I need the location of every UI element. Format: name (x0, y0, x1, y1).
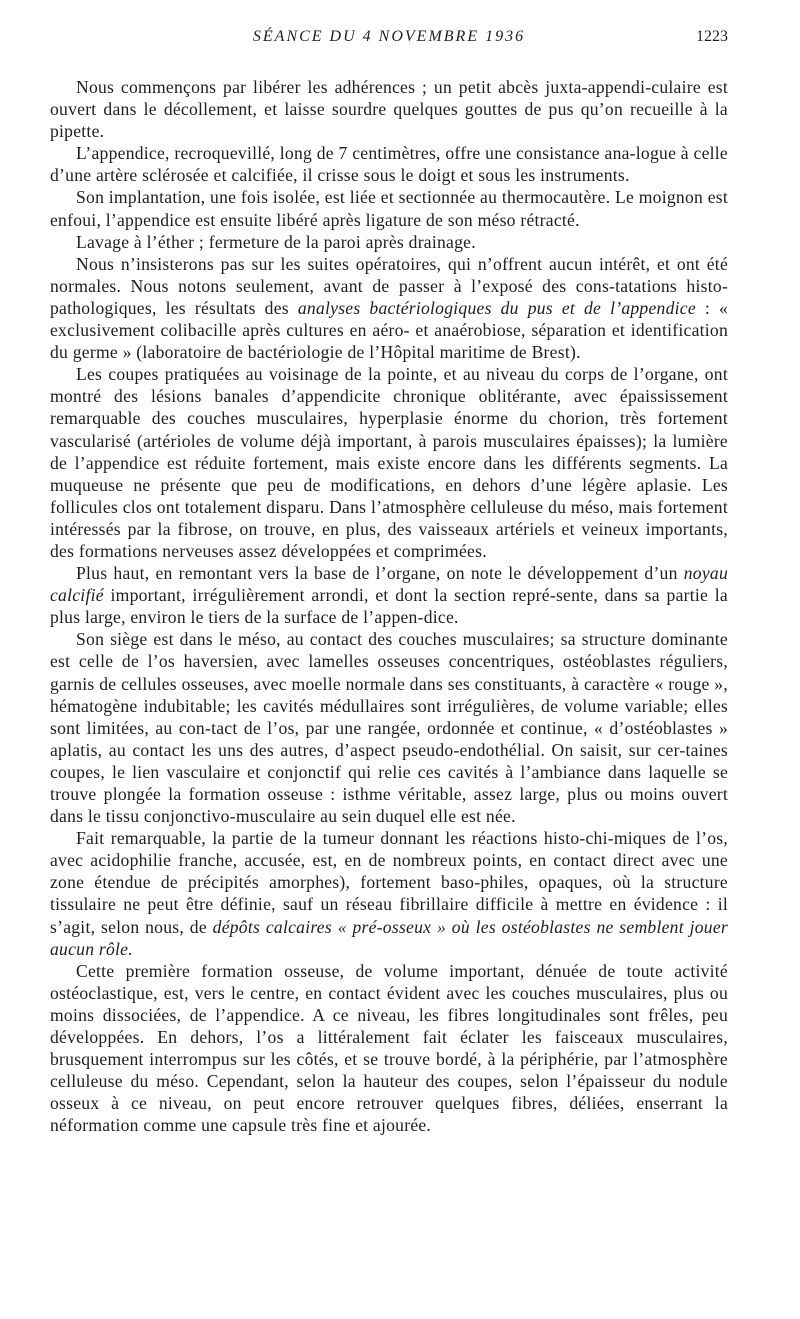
text-run: Plus haut, en remontant vers la base de l’organe, on note le développement d’un (76, 563, 684, 584)
text-run: L’appendice, recroquevillé, long de 7 centimètres, offre une consistance ana-logue à celle d’une artère sclérosée et calcifiée, il crisse sous le doigt et sous les instruments. (50, 143, 728, 186)
paragraph (50, 628, 728, 827)
text-run: Nous n’insisterons pas sur les suites opératoires, qui n’offrent aucun intérêt, et ont été normales. Nous notons seulement, avant de passer à l’exposé des cons-tatations histo-pathologiques, les résultats des (50, 253, 728, 318)
italic-text: noyau calcifié (50, 563, 728, 606)
paragraph (50, 363, 728, 562)
page-number: 1223 (696, 28, 728, 45)
paragraph (50, 562, 728, 628)
paragraph (50, 231, 728, 253)
text-run: : « exclusivement colibacille après cultures en aéro- et anaérobiose, séparation et identification du germe » (laboratoire de bactériologie de l’Hôpital maritime de Brest). (50, 297, 729, 363)
italic-text: dépôts calcaires « pré-osseux » où les ostéoblastes ne semblent jouer aucun rôle. (50, 916, 728, 959)
paragraph (50, 827, 728, 960)
running-header (50, 28, 728, 54)
text-run: important, irrégulièrement arrondi, et dont la section repré-sente, dans sa partie la plus large, environ le tiers de la surface de l’appen-dice. (50, 585, 728, 628)
text-run: Fait remarquable, la partie de la tumeur donnant les réactions histo-chi-miques de l’os, avec acidophilie franche, accusée, est, en de nombreux points, en contact direct avec une zone étendue de précipités amorphes), fortement baso-philes, opaques, où la structure tissulaire ne peut être définie, sauf un réseau fibrillaire difficile à mettre en évidence : il s’agit, selon nous, de (50, 828, 728, 937)
text-run: Cette première formation osseuse, de volume important, dénuée de toute activité ostéoclastique, est, vers le centre, en contact évident avec les couches musculaires, plus ou moins dissociées, de l’appendice. A ce niveau, les fibres longitudinales sont frêles, peu développées. En dehors, l’os a littéralement fait éclater les faisceaux musculaires, brusquement interrompus sur les côtés, et se trouve bordé, à la périphérie, par l’atmosphère celluleuse du méso. Cependant, selon la hauteur des coupes, selon l’épaisseur du nodule osseux à ce niveau, on peut encore retrouver quelques fibres, déliées, enserrant la néformation comme une capsule très fine et ajourée. (50, 960, 728, 1136)
running-title: SÉANCE DU 4 NOVEMBRE 1936 (252, 28, 526, 45)
paragraph (50, 253, 728, 363)
text-run: Nous commençons par libérer les adhérences ; un petit abcès juxta-appendi-culaire est ouvert dans le décollement, et laisse sourdre quelques gouttes de pus qu’on recueille à la pipette. (50, 77, 728, 142)
italic-text: analyses bactériologiques du pus et de l’appendice (297, 297, 696, 318)
text-run: Les coupes pratiquées au voisinage de la pointe, et au niveau du corps de l’organe, ont montré des lésions banales d’appendicite chronique oblitérante, avec épaississement remarquable des couches musculaires, hyperplasie énorme du chorion, très fortement vascularisé (artérioles de volume déjà important, à parois musculaires épaisses); la lumière de l’appendice est réduite fortement, mais existe encore dans les différents segments. La muqueuse ne présente que peu de modifications, en dehors d’une légère aplasie. Les follicules clos ont totalement disparu. Dans l’atmosphère celluleuse du méso, mais fortement intéressés par la fibrose, on trouve, en plus, des vaisseaux artériels et veineux importants, des formations nerveuses assez développées et comprimées. (50, 364, 728, 561)
paragraph (50, 186, 728, 230)
text-run: Son implantation, une fois isolée, est liée et sectionnée au thermocautère. Le moignon est enfoui, l’appendice est ensuite libéré après ligature de son méso rétracté. (50, 187, 728, 230)
article-body (50, 76, 728, 1137)
text-run: Lavage à l’éther ; fermeture de la paroi après drainage. (76, 231, 476, 252)
paragraph (50, 76, 728, 142)
text-run: Son siège est dans le méso, au contact des couches musculaires; sa structure dominante est celle de l’os haversien, avec lamelles osseuses concentriques, ostéoblastes réguliers, garnis de cellules osseuses, avec moelle normale dans ses constituants, à caractère « rouge », hématogène indubitable; les cavités médullaires sont irrégulières, de volume variable; elles sont limitées, au con-tact de l’os, par une rangée, ordonnée et continue, « d’ostéoblastes » aplatis, au contact les uns des autres, d’aspect pseudo-endothélial. On saisit, sur cer-taines coupes, le lien vasculaire et conjonctif qui relie ces cavités à l’ambiance dans laquelle se trouve plongée la formation osseuse : isthme véritable, assez large, plus ou moins ouvert dans le tissu conjonctivo-musculaire au sein duquel elle est née. (50, 629, 728, 827)
page (50, 28, 728, 1137)
paragraph (50, 960, 728, 1137)
paragraph (50, 142, 728, 186)
